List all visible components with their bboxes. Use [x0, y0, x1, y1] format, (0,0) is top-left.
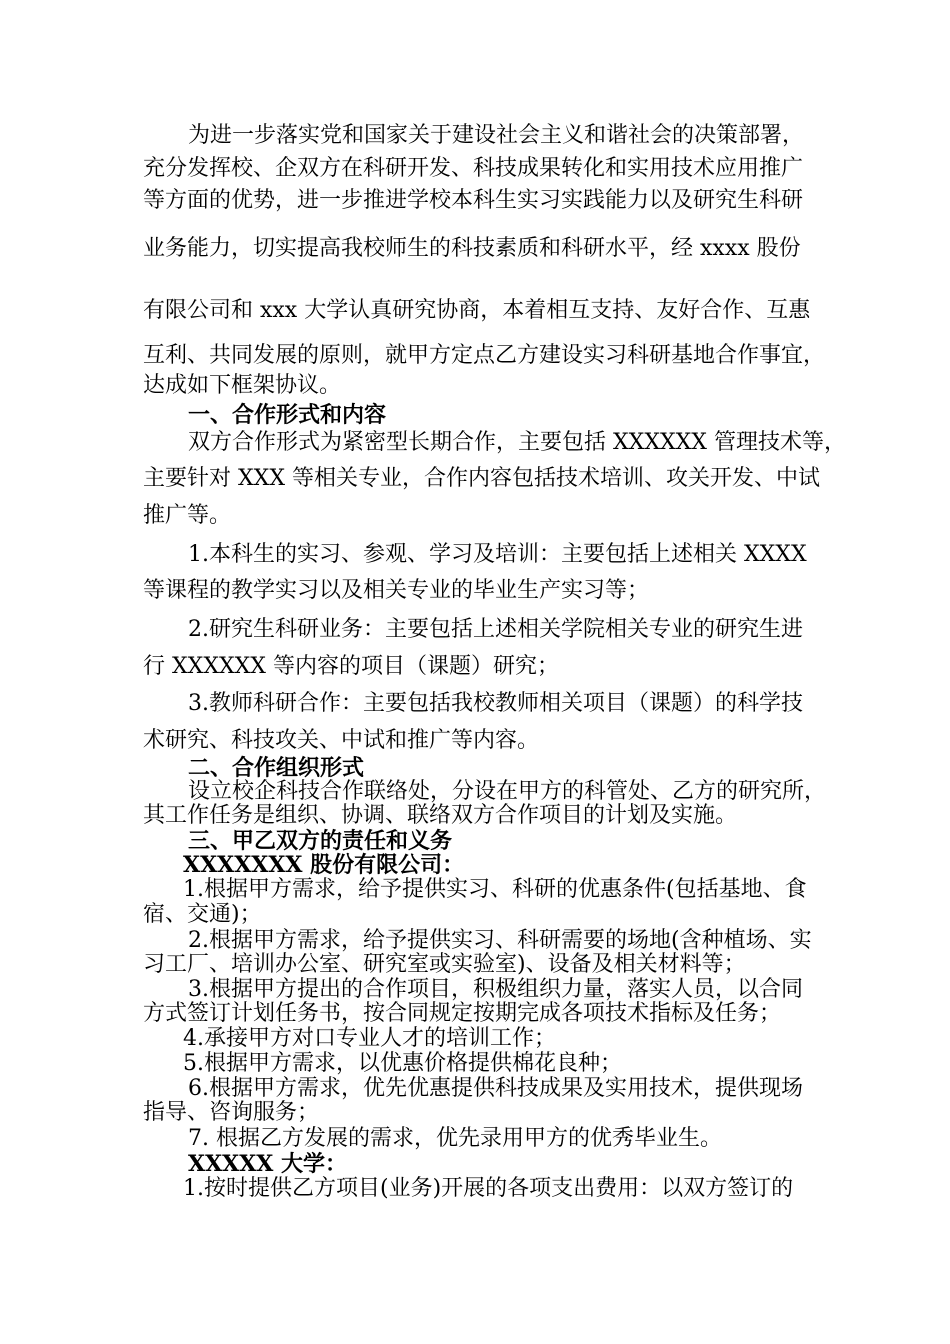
- section-2-heading: 二、合作组织形式: [188, 755, 365, 781]
- party-a-line: 习工厂、培训办公室、研究室或实验室)、设备及相关材料等；: [143, 952, 746, 977]
- section-1-line: 2.研究生科研业务：主要包括上述相关学院相关专业的研究生进: [188, 617, 803, 642]
- party-a-line: 1.根据甲方需求，给予提供实习、科研的优惠条件(包括基地、食: [183, 877, 807, 902]
- section-1-heading: 一、合作形式和内容: [188, 402, 387, 428]
- intro-line-6: 互利、共同发展的原则，就甲方定点乙方建设实习科研基地合作事宜，: [143, 343, 826, 368]
- section-1-line: 双方合作形式为紧密型长期合作，主要包括 XXXXXX 管理技术等，: [188, 430, 846, 455]
- section-1-line: 术研究、科技攻关、中试和推广等内容。: [143, 728, 540, 753]
- intro-line-3: 等方面的优势，进一步推进学校本科生实习实践能力以及研究生科研: [143, 188, 804, 213]
- section-1-line: 主要针对 XXX 等相关专业，合作内容包括技术培训、攻关开发、中试: [143, 466, 820, 491]
- party-a-line: 5.根据甲方需求，以优惠价格提供棉花良种；: [183, 1051, 622, 1076]
- section-2-line: 设立校企科技合作联络处，分设在甲方的科管处、乙方的研究所，: [188, 779, 827, 804]
- intro-line-1: 为进一步落实党和国家关于建设社会主义和谐社会的决策部署，: [188, 123, 805, 148]
- section-1-line: 行 XXXXXX 等内容的项目（课题）研究；: [143, 654, 559, 679]
- party-a-line: 3.根据甲方提出的合作项目，积极组织力量，落实人员，以合同: [188, 977, 803, 1002]
- party-a-line: 方式签订计划任务书，按合同规定按期完成各项技术指标及任务；: [143, 1001, 782, 1026]
- party-a-line: 7. 根据乙方发展的需求，优先录用甲方的优秀毕业生。: [188, 1126, 722, 1151]
- intro-line-7: 达成如下框架协议。: [143, 373, 342, 398]
- section-1-line: 等课程的教学实习以及相关专业的毕业生产实习等；: [143, 578, 650, 603]
- party-b-heading: XXXXX 大学：: [188, 1151, 348, 1177]
- intro-line-4: 业务能力，切实提高我校师生的科技素质和科研水平，经 xxxx 股份: [143, 236, 801, 261]
- section-2-line: 其工作任务是组织、协调、联络双方合作项目的计划及实施。: [143, 803, 738, 828]
- section-1-line: 1.本科生的实习、参观、学习及培训：主要包括上述相关 XXXX: [188, 542, 807, 567]
- section-1-line: 推广等。: [143, 503, 232, 528]
- party-b-line: 1.按时提供乙方项目(业务)开展的各项支出费用：以双方签订的: [183, 1176, 794, 1201]
- party-a-line: 2.根据甲方需求，给予提供实习、科研需要的场地(含种植场、实: [188, 928, 812, 953]
- party-a-line: 6.根据甲方需求，优先优惠提供科技成果及实用技术，提供现场: [188, 1076, 803, 1101]
- party-a-line: 4.承接甲方对口专业人才的培训工作；: [183, 1026, 556, 1051]
- party-a-heading: XXXXXXX 股份有限公司：: [183, 852, 465, 878]
- section-1-line: 3.教师科研合作：主要包括我校教师相关项目（课题）的科学技: [188, 691, 803, 716]
- intro-line-5: 有限公司和 xxx 大学认真研究协商，本着相互支持、友好合作、互惠: [143, 298, 811, 323]
- party-a-line: 宿、交通)；: [143, 902, 262, 927]
- party-a-line: 指导、咨询服务；: [143, 1100, 320, 1125]
- section-3-heading: 三、甲乙双方的责任和义务: [188, 828, 453, 854]
- intro-line-2: 充分发挥校、企双方在科研开发、科技成果转化和实用技术应用推广: [143, 156, 804, 181]
